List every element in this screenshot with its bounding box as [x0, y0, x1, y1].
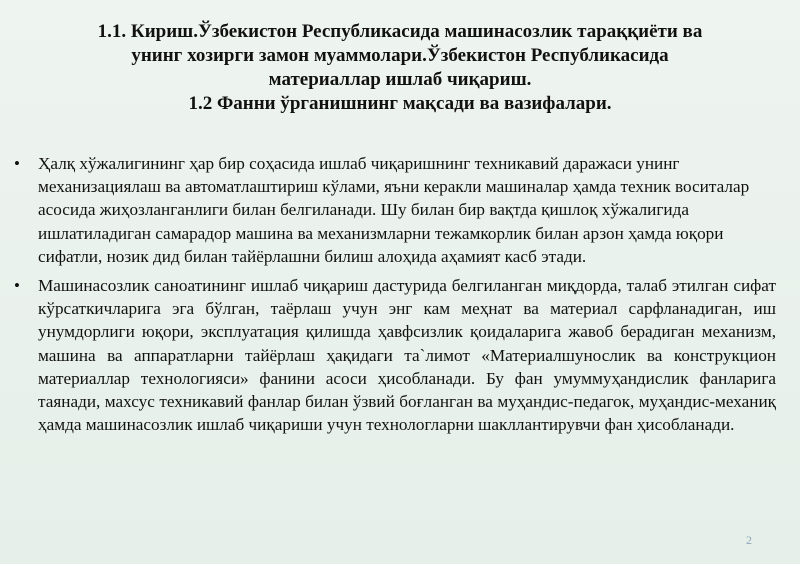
slide-title: [30, 20, 770, 116]
title-line-4: 1.2 Фанни ўрганишнинг мақсади ва вазифалари.: [188, 93, 612, 114]
bullet-item-1: [14, 152, 776, 268]
title-line-3: материаллар ишлаб чиқариш.: [268, 69, 532, 90]
bullet-marker: •: [14, 276, 20, 296]
bullet-list: [14, 152, 776, 442]
bullet-text-1: Ҳалқ хўжалигининг ҳар бир соҳасида ишлаб чиқаришнинг техникавий даражаси унинг механизациялаш ва автоматлаштириш кўлами, яъни керакли машиналар ҳамда техник воситалар асосида жиҳозланганлиги билан белгиланади. Шу билан бир вақтда қишлоқ хўжалигида ишлатиладиган самарадор машина ва механизмларни тежамкорлик билан арзон ҳамда юқори сифатли, нозик дид билан тайёрлашни билиш алоҳида аҳамият касб этади.: [38, 154, 750, 266]
bullet-marker: •: [14, 154, 20, 173]
title-line-1: 1.1. Кириш.Ўзбекистон Республикасида машинасозлик тараққиёти ва: [97, 21, 703, 42]
page-number: 2: [746, 533, 752, 547]
bullet-item-2: [14, 274, 776, 436]
bullet-text-2: Машинасозлик саноатининг ишлаб чиқариш дастурида белгиланган миқдорда, талаб этилган сифат кўрсаткичларига эга бўлган, таёрлаш учун энг кам меҳнат ва материал сарфланадиган, иш унумдорлиги юқори, эксплуатация қилишда ҳавфсизлик қоидаларига жавоб берадиган механизм, машина ва аппаратларни тайёрлаш ҳақидаги та`лимот «Материалшунослик ва конструкцион материаллар технологияси» фанини асоси ҳисобланади. Бу фан умуммуҳандислик фанларига таянади, махсус техникавий фанлар билан ўзвий боғланган ва муҳандис-педагок, муҳандис-механиқ ҳамда машинасозлик ишлаб чиқариши учун технологларни шакллантирувчи фан ҳисобланади.: [38, 276, 776, 435]
title-line-2: унинг хозирги замон муаммолари.Ўзбекистон Республикасида: [131, 45, 669, 66]
